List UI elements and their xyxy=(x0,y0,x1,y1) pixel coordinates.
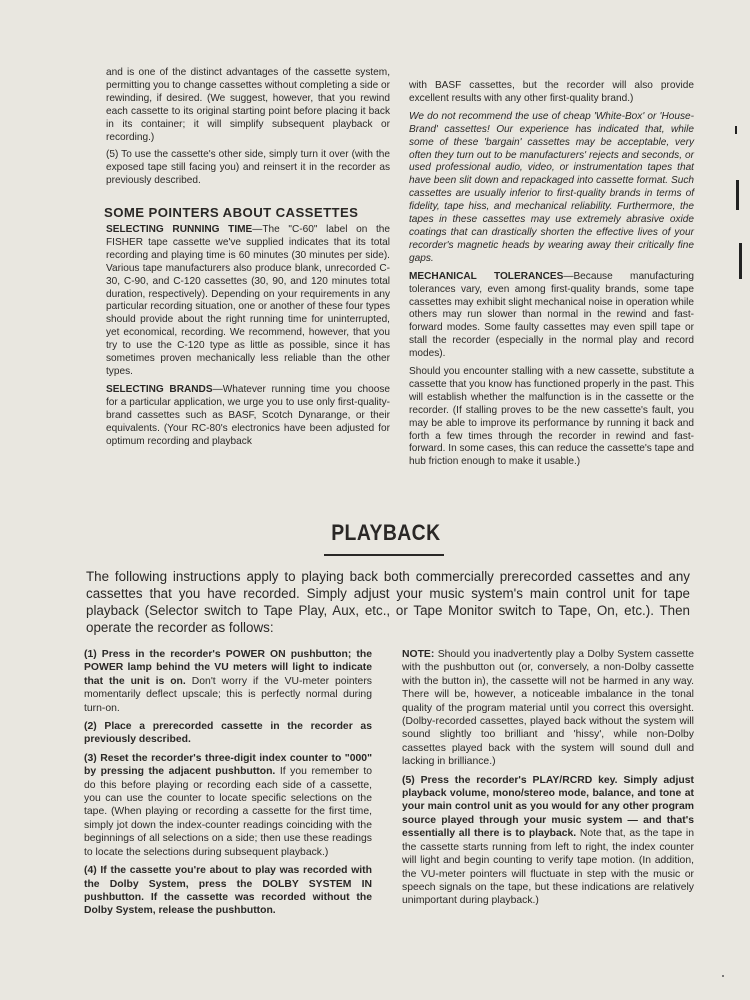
bottom-left-column xyxy=(84,648,372,923)
step-1 xyxy=(84,648,372,715)
dolby-note xyxy=(402,648,694,769)
tolerances-heading: MECHANICAL TOLERANCES xyxy=(409,270,564,282)
tolerances-text: —Because manufacturing tolerances vary, even among first-quality brands, some tape cassettes may exhibit slight mechanical noise in operation while others may run slower than normal in the rewind and fast-forward modes. Some faulty cassettes may even spill tape or stall the recorder (especially in the normal play and record modes). xyxy=(409,270,695,360)
note-label: NOTE: xyxy=(402,649,435,660)
bottom-right-column xyxy=(402,648,694,913)
running-time-and-brands xyxy=(106,224,390,453)
top-left-column xyxy=(106,67,390,193)
continued-paragraph: and is one of the distinct advantages of the cassette system, permitting you to change cassettes without completing a side or rewinding, if desired. (We suggest, however, that you rewind each cassette to its original starting point before placing it back in its container; it will simplify subsequent playback or recording.) xyxy=(106,67,390,143)
title-underline xyxy=(324,554,444,556)
step-2: (2) Place a prerecorded cassette in the recorder as previously described. xyxy=(84,721,372,746)
other-side-step: (5) To use the cassette's other side, simply turn it over (with the exposed tape still facing you) and reinsert it in the recorder as previously described. xyxy=(106,149,390,187)
tolerances-paragraph xyxy=(409,271,694,361)
step-5-text: Note that, as the tape in the cassette starts running from left to right, the index counter will light and begin counting to verify tape motion. (In addition, the VU-meter pointers will fluctuate in step with the music or speech signals on the tape, but these indications are relatively unimportant during playback.) xyxy=(402,828,695,907)
brands-paragraph xyxy=(106,384,390,449)
step-5 xyxy=(402,774,694,908)
stalling-paragraph: Should you encounter stalling with a new cassette, substitute a cassette that you know has functioned properly in the past. This will establish whether the malfunction is in the cassette or the recorder. (If stalling proves to be the new cassette's fault, you may be able to improve its performance by running it back and forth a few times through the recorder in rewind and fast-forward. In some cases, this can reduce the cassette's tape and hub friction enough to make it usable.) xyxy=(409,366,694,468)
margin-mark xyxy=(739,243,742,279)
paper-speck xyxy=(722,975,724,977)
top-right-column xyxy=(409,80,694,474)
playback-intro: The following instructions apply to playing back both commercially prerecorded cassettes and any cassettes that you have recorded. Simply adjust your music system's main control unit for tape playback (Selector switch to Tape Play, Aux, etc., or Tape Monitor switch to Tape, On, etc.). Then operate the recorder as follows: xyxy=(86,569,690,635)
section-heading-cassette-pointers: SOME POINTERS ABOUT CASSETTES xyxy=(104,205,359,220)
brands-text: —Whatever running time you choose for a particular application, we urge you to use only first-quality-brand cassettes such as BASF, Scotch Dynarange, or their equivalents. (Your RC-80's electronics have been adjusted for optimum recording and playback xyxy=(106,383,391,447)
step-3 xyxy=(84,752,372,859)
brands-heading: SELECTING BRANDS xyxy=(106,383,213,395)
white-box-warning: We do not recommend the use of cheap 'White-Box' or 'House-Brand' cassettes! Our experience has indicated that, while some of these 'bargain' cassettes may be acceptable, very often they turn out to be manufacturers' rejects and seconds, or used professional audio, video, or instrumentation tapes that have been slit down and repackaged into cassette format. Such cassettes are usually inferior to first-quality brands in terms of fidelity, tape hiss, and mechanical reliability. Furthermore, the tapes in these cassettes may use extremely abrasive oxide coatings that can drastically shorten the effective lives of your recorder's magnetic heads by wearing away their critically fine gaps. xyxy=(409,110,694,264)
step-4: (4) If the cassette you're about to play was recorded with the Dolby System, press the DOLBY SYSTEM IN pushbutton. If the cassette was recorded without the Dolby System, release the pushbutton. xyxy=(84,865,372,917)
basf-continuation: with BASF cassettes, but the recorder will also provide excellent results with any other first-quality brand.) xyxy=(409,80,694,104)
running-time-paragraph xyxy=(106,224,390,379)
running-time-heading: SELECTING RUNNING TIME xyxy=(106,224,253,235)
running-time-text: —The "C-60" label on the FISHER tape cassette we've supplied indicates that its total recording and playing time is 60 minutes (30 minutes per side). Various tape manufacturers also produce blank, unrecorded C-30, C-90, and C-120 cassettes (30, 90, and 120 minutes total duration, respectively). Depending on your requirements in any particular recording situation, one or another of these four types should provide about the right running time for uninterrupted, yet economical, recording. We recommend, however, that you try to use the C-120 type as little as possible, since it has sometimes proven mechanically less reliable than the other types. xyxy=(106,224,390,377)
note-text: Should you inadvertently play a Dolby System cassette with the pushbutton out (or, conversely, a non-Dolby cassette with the button in), the cassette will not be harmed in any way. There will be, however, a noticeable imbalance in the tonal quality of the program material until you correct this oversight. (Dolby-recorded cassettes, played back without the system will sound slightly too brilliant and 'hissy', while non-Dolby cassettes played back with the system will sound dull and lacking in brilliance.) xyxy=(402,649,694,768)
step-1-bold: (1) Press in the recorder's POWER ON pushbutton; the POWER lamp behind the VU meters will light to indicate that the unit is on. xyxy=(84,649,372,687)
margin-mark xyxy=(735,126,737,134)
step-3-bold: (3) Reset the recorder's three-digit index counter to "000" by pressing the adjacent pushbutton. xyxy=(84,752,372,778)
margin-mark xyxy=(736,180,739,210)
playback-title-block xyxy=(324,520,444,556)
step-1-text: Don't worry if the VU-meter pointers momentarily deflect upscale; this is perfectly normal during turn-on. xyxy=(84,675,372,714)
playback-title: PLAYBACK xyxy=(331,520,441,545)
step-3-text: If you remember to do this before playing or recording each side of a cassette, you can use the counter to locate specific selections on the tape. (When playing or recording a cassette for the first time, simply jot down the index-counter readings coinciding with the beginnings of all selections on a side; then use these readings to locate the selections during subsequent playback.) xyxy=(84,766,372,858)
step-5-bold: (5) Press the recorder's PLAY/RCRD key. Simply adjust playback volume, mono/stereo mode, balance, and tone at your main control unit as you would for any other program source played through your music system — and that's essentially all there is to playback. xyxy=(402,774,694,840)
